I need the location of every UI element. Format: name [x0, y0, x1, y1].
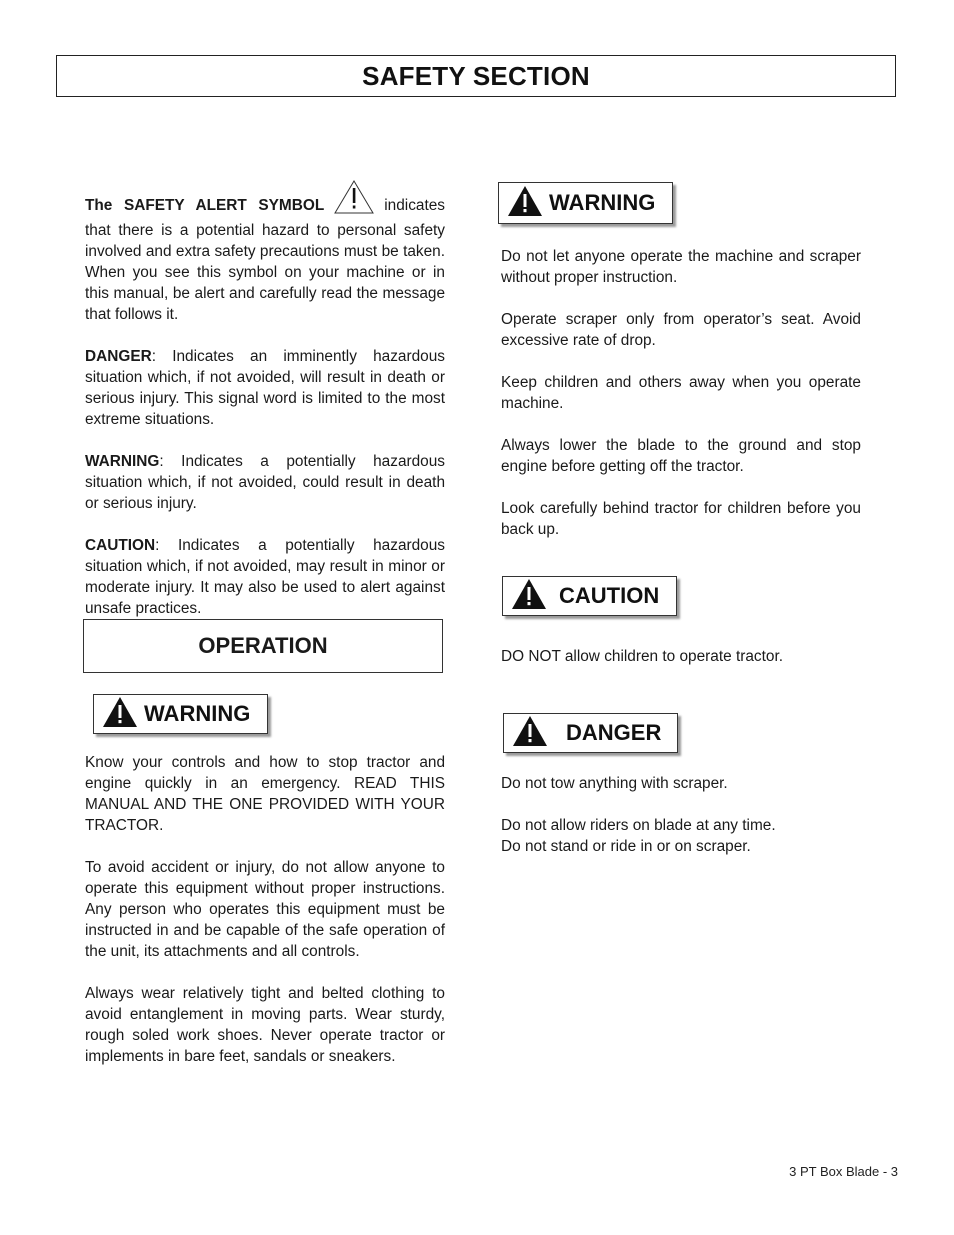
- danger-line: Do not stand or ride in or on scraper.: [501, 838, 751, 855]
- sign-label: WARNING: [144, 701, 251, 726]
- page-title: SAFETY SECTION: [362, 60, 590, 91]
- danger-line: Do not allow riders on blade at any time.: [501, 817, 776, 834]
- warning-paragraph: Do not let anyone operate the machine and scraper without proper instruction.: [501, 248, 861, 286]
- intro-paragraph: [85, 180, 445, 325]
- danger-triangle-icon: [512, 715, 548, 752]
- operation-paragraph: Always wear relatively tight and belted clothing to avoid entanglement in moving parts. Wear sturdy, rough soled work shoes. Never operate tractor or implements in bare feet, sandals or sneakers.: [85, 985, 445, 1065]
- caution-text: [501, 646, 861, 688]
- safety-alert-outline-icon: [334, 180, 374, 220]
- sign-label: CAUTION: [559, 583, 660, 608]
- caution-sign: [502, 576, 677, 616]
- right-warning-sign: [498, 182, 673, 224]
- danger-sign: [503, 713, 678, 753]
- definition-caution: CAUTION: Indicates a potentially hazardous situation which, if not avoided, may result in minor or moderate injury. It may also be used to alert against unsafe practices.: [85, 537, 445, 617]
- operation-paragraph: Know your controls and how to stop tractor and engine quickly in an emergency. READ THIS MANUAL AND THE ONE PROVIDED WITH YOUR TRACTOR.: [85, 754, 445, 834]
- left-column: [85, 180, 445, 640]
- intro-rest: that there is a potential hazard to personal safety involved and extra safety precautions must be taken. When you see this symbol on your machine or in this manual, be alert and carefully read the message that follows it.: [85, 222, 445, 323]
- definition-warning: WARNING: Indicates a potentially hazardous situation which, if not avoided, could result in death or serious injury.: [85, 453, 445, 512]
- warning-triangle-icon: [507, 185, 543, 222]
- sign-label: WARNING: [549, 190, 656, 215]
- sign-label: DANGER: [566, 720, 662, 745]
- warning-paragraph: Look carefully behind tractor for children before you back up.: [501, 500, 861, 538]
- operation-text: [85, 752, 445, 1088]
- operation-heading-box: [83, 619, 443, 673]
- danger-paragraph: Do not tow anything with scraper.: [501, 775, 728, 792]
- warning-paragraph: Operate scraper only from operator’s seat. Avoid excessive rate of drop.: [501, 311, 861, 349]
- caution-paragraph: DO NOT allow children to operate tractor.: [501, 648, 783, 665]
- page-title-box: [56, 55, 896, 97]
- intro-lead: The SAFETY ALERT SYMBOL: [85, 197, 325, 214]
- warning-triangle-icon: [102, 696, 138, 733]
- operation-paragraph: To avoid accident or injury, do not allow anyone to operate this equipment without proper instructions. Any person who operates this equipment must be instructed in and be capable of the safe operation of the unit, its attachments and all controls.: [85, 859, 445, 960]
- right-warning-text: [501, 246, 861, 561]
- caution-triangle-icon: [511, 578, 547, 615]
- page-footer: 3 PT Box Blade - 3: [789, 1164, 898, 1179]
- warning-paragraph: Always lower the blade to the ground and stop engine before getting off the tractor.: [501, 437, 861, 475]
- danger-text: [501, 773, 861, 857]
- intro-rest-first: indicates: [384, 197, 445, 214]
- warning-paragraph: Keep children and others away when you operate machine.: [501, 374, 861, 412]
- operation-warning-sign: [93, 694, 268, 734]
- definition-danger: DANGER: Indicates an imminently hazardous situation which, if not avoided, will result in death or serious injury. This signal word is limited to the most extreme situations.: [85, 348, 445, 428]
- operation-heading: OPERATION: [198, 633, 328, 658]
